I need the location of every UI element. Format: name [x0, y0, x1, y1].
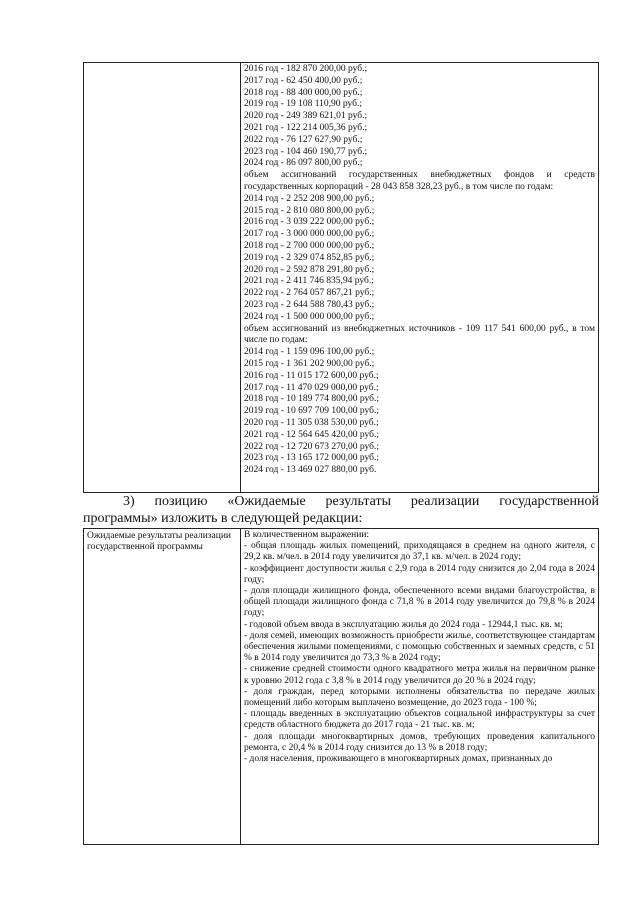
funding-line: 2019 год - 10 697 709 100,00 руб.; [244, 406, 379, 417]
amendment-paragraph [83, 494, 599, 527]
funding-line: 2016 год - 11 015 172 600,00 руб.; [244, 370, 379, 381]
result-item: - доля семей, имеющих возможность приобрести жилье, соответствующее стандартам обеспечения жилыми помещениями, с помощью собственных и заемных средств, с 51 % в 2014 году увеличится до 73,3 % в 2024 году; [244, 630, 595, 664]
results-table-label: Ожидаемые результаты реализации государственной программы [87, 531, 232, 553]
funding-line: 2021 год - 2 411 746 835,94 руб.; [244, 276, 374, 287]
funding-line: 2024 год - 13 469 027 880,00 руб. [244, 465, 377, 476]
funding-line: 2018 год - 10 189 774 800,00 руб.; [244, 394, 379, 405]
funding-line: 2020 год - 2 592 878 291,80 руб.; [244, 264, 375, 275]
funding-section-heading: объем ассигнований государственных внебюджетных фондов и средств государственных корпораций - 28 043 858 328,23 руб., в том числе по годам: [244, 170, 595, 192]
results-table-left-cell [84, 529, 241, 844]
results-table [83, 528, 599, 845]
funding-line: 2019 год - 19 108 110,90 руб.; [244, 99, 363, 110]
funding-table-right-cell [241, 63, 598, 478]
result-item: - площадь введенных в эксплуатацию объектов социальной инфраструктуры за счет средств областного бюджета до 2017 года - 21 тыс. кв. м; [244, 709, 595, 731]
result-item: - доля граждан, перед которыми исполнены обязательства по передаче жилых помещений либо которым выплачено возмещение, до 2023 года - 100 %; [244, 686, 595, 709]
funding-line: 2020 год - 11 305 038 530,00 руб.; [244, 417, 379, 428]
amendment-paragraph-line: программы» изложить в следующей редакции: [83, 510, 363, 526]
funding-line: 2021 год - 122 214 005,36 руб.; [244, 122, 368, 133]
funding-line: 2015 год - 1 361 202 900,00 руб.; [244, 358, 375, 369]
result-item: - доля населения, проживающего в многоквартирных домах, признанных до [244, 754, 553, 765]
result-item: - доля площади жилищного фонда, обеспеченного всеми видами благоустройства, в общей площади жилищного фонда с 71,8 % в 2014 году увеличится до 79,8 % в 2024 году; [244, 586, 595, 619]
funding-line: 2016 год - 182 870 200,00 руб.; [244, 64, 368, 74]
result-item: - доля площади многоквартирных домов, требующих проведения капитального ремонта, с 20,4 % в 2014 году снизится до 13 % в 2018 году; [244, 731, 595, 753]
funding-line: 2017 год - 62 450 400,00 руб.; [244, 75, 363, 86]
funding-line: 2022 год - 76 127 627,90 руб.; [244, 134, 363, 145]
funding-line: 2014 год - 2 252 208 900,00 руб.; [244, 193, 375, 204]
funding-line: 2014 год - 1 159 096 100,00 руб.; [244, 347, 375, 358]
funding-line: 2022 год - 2 764 057 867,21 руб.; [244, 288, 375, 299]
amendment-paragraph-line: 3) позицию «Ожидаемые результаты реализации государственной [123, 494, 599, 509]
result-item: - общая площадь жилых помещений, приходящаяся в среднем на одного жителя, с 29,2 кв. м/чел. в 2014 году увеличится до 37,1 кв. м/чел. в 2024 году; [244, 541, 595, 563]
results-table-right-cell [241, 529, 598, 766]
result-item: - снижение средней стоимости одного квадратного метра жилья на первичном рынке к уровню 2012 года с 3,8 % в 2014 году увеличится до 20 % в 2024 году; [244, 664, 595, 686]
funding-line: 2021 год - 12 564 645 420,00 руб.; [244, 429, 379, 440]
result-item: - коэффициент доступности жилья с 2,9 года в 2014 году снизится до 2,04 года в 2024 году; [244, 563, 595, 585]
funding-line: 2017 год - 11 470 029 000,00 руб.; [244, 382, 379, 393]
funding-line: 2023 год - 13 165 172 000,00 руб.; [244, 453, 379, 464]
funding-line: 2018 год - 88 400 000,00 руб.; [244, 87, 363, 98]
result-item: - годовой объем ввода в эксплуатацию жилья до 2024 года - 12944,1 тыс. кв. м; [244, 619, 563, 630]
funding-line: 2015 год - 2 810 080 800,00 руб.; [244, 205, 375, 216]
funding-table [83, 62, 599, 493]
funding-line: 2020 год - 249 389 621,01 руб.; [244, 111, 368, 122]
funding-line: 2016 год - 3 039 222 000,00 руб.; [244, 217, 375, 228]
funding-line: 2024 год - 86 097 800,00 руб.; [244, 158, 363, 169]
funding-line: 2018 год - 2 700 000 000,00 руб.; [244, 240, 375, 251]
funding-line: 2017 год - 3 000 000 000,00 руб.; [244, 229, 375, 240]
funding-line: 2022 год - 12 720 673 270,00 руб.; [244, 441, 379, 452]
result-item: В количественном выражении: [244, 530, 370, 540]
funding-line: 2024 год - 1 500 000 000,00 руб.; [244, 311, 375, 322]
funding-line: 2019 год - 2 329 074 852,85 руб.; [244, 252, 375, 263]
funding-table-left-cell [84, 63, 241, 492]
funding-line: 2023 год - 104 460 190,77 руб.; [244, 146, 368, 157]
funding-line: 2023 год - 2 644 588 780,43 руб.; [244, 299, 375, 310]
funding-section-heading: объем ассигнований из внебюджетных источников - 109 117 541 600,00 руб., в том числе по годам: [244, 323, 595, 346]
